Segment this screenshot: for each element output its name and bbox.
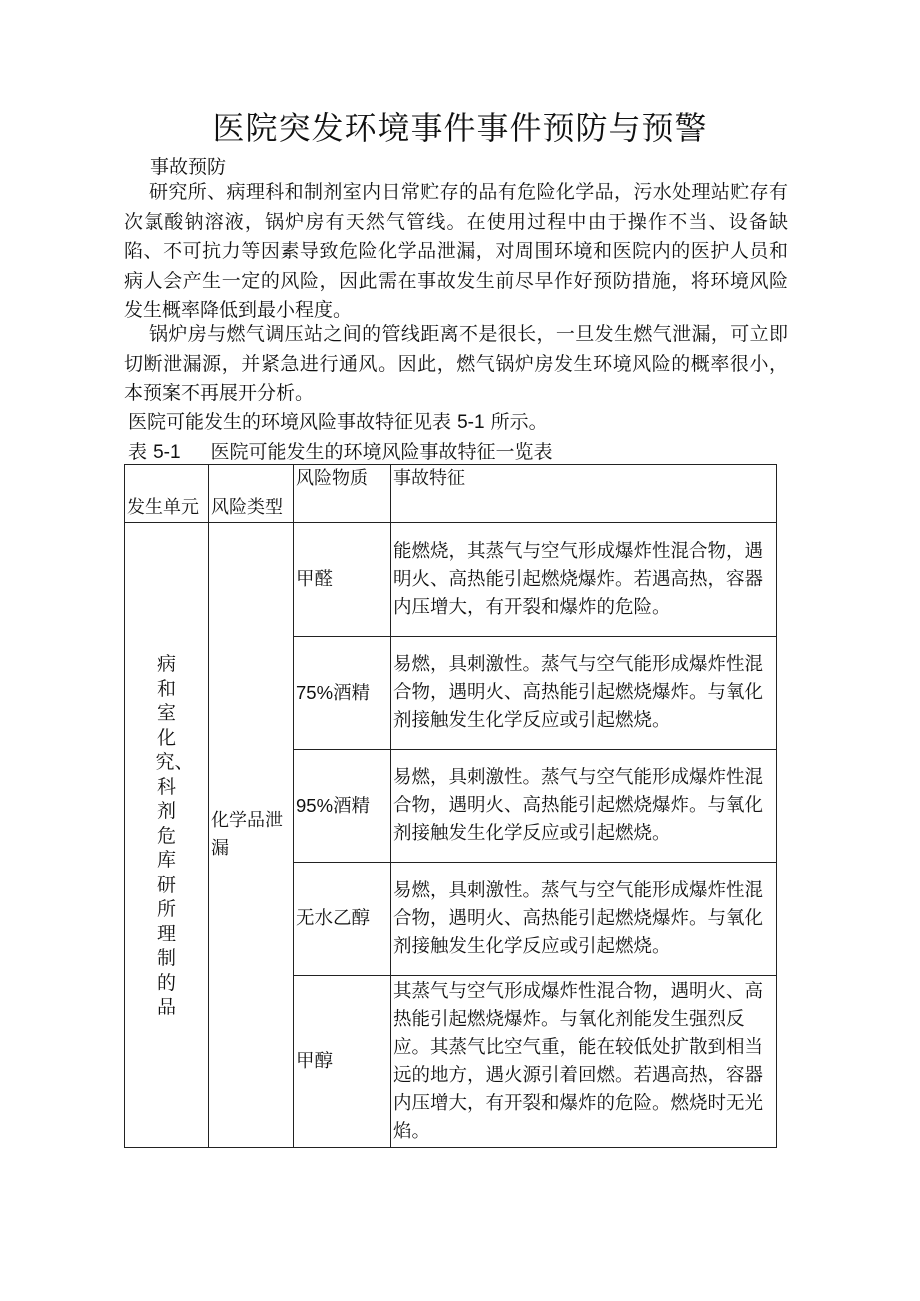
table-row [125, 523, 777, 637]
risk-feature-table [124, 464, 777, 1148]
paragraph-storage-risk: 研究所、病理科和制剂室内日常贮存的品有危险化学品，污水处理站贮存有次氯酸钠溶液，锅炉房有天然气管线。在使用过程中由于操作不当、设备缺陷、不可抗力等因素导致危险化学品泄漏，对周围环境和医院内的医护人员和病人会产生一定的风险，因此需在事故发生前尽早作好预防措施，将环境风险发生概率降低到最小程度。 [124, 181, 788, 321]
paragraph-boiler-gas: 锅炉房与燃气调压站之间的管线距离不是很长，一旦发生燃气泄漏，可立即切断泄漏源，并紧急进行通风。因此，燃气锅炉房发生环境风险的概率很小，本预案不再展开分析。 [124, 323, 788, 404]
header-feature: 事故特征 [391, 465, 777, 523]
cell-feature: 易燃，具刺激性。蒸气与空气能形成爆炸性混合物，遇明火、高热能引起燃烧爆炸。与氧化剂接触发生化学反应或引起燃烧。 [391, 750, 777, 863]
substance-name: 酒精 [333, 682, 371, 704]
header-unit: 发生单元 [125, 465, 209, 523]
table-caption [128, 438, 553, 467]
table-caption-prefix: 表 [128, 441, 148, 463]
header-risk-type: 风险类型 [209, 465, 294, 523]
table-caption-number: 5-1 [153, 442, 181, 463]
cell-feature: 易燃，具刺激性。蒸气与空气能形成爆炸性混合物，遇明火、高热能引起燃烧爆炸。与氧化剂接触发生化学反应或引起燃烧。 [391, 863, 777, 976]
cell-unit [125, 523, 209, 1148]
cell-feature: 能燃烧，其蒸气与空气形成爆炸性混合物，遇明火、高热能引起燃烧爆炸。若遇高热，容器内压增大，有开裂和爆炸的危险。 [391, 523, 777, 637]
document-title: 医院突发环境事件事件预防与预警 [212, 109, 708, 147]
table-caption-text: 医院可能发生的环境风险事故特征一览表 [210, 441, 553, 463]
substance-percent: 75% [296, 681, 334, 703]
cell-substance: 甲醛 [294, 523, 391, 637]
table-header-row [125, 465, 777, 523]
table-reference-before: 医院可能发生的环境风险事故特征见表 [128, 411, 452, 433]
table-reference-number: 5-1 [457, 412, 485, 433]
table-reference-sentence [128, 407, 548, 438]
section-heading: 事故预防 [150, 156, 227, 178]
substance-percent: 95% [296, 794, 334, 816]
substance-name: 酒精 [333, 795, 371, 817]
cell-substance [294, 637, 391, 750]
cell-feature: 其蒸气与空气形成爆炸性混合物，遇明火、高热能引起燃烧爆炸。与氧化剂能发生强烈反应。其蒸气比空气重，能在较低处扩散到相当远的地方，遇火源引着回燃。若遇高热，容器内压增大，有开裂和爆炸的危险。燃烧时无光焰。 [391, 976, 777, 1148]
cell-substance: 无水乙醇 [294, 863, 391, 976]
header-substance: 风险物质 [294, 465, 391, 523]
cell-substance: 甲醇 [294, 976, 391, 1148]
cell-feature: 易燃，具刺激性。蒸气与空气能形成爆炸性混合物，遇明火、高热能引起燃烧爆炸。与氧化剂接触发生化学反应或引起燃烧。 [391, 637, 777, 750]
cell-substance [294, 750, 391, 863]
cell-risk-type: 化学品泄漏 [209, 523, 294, 1148]
unit-vertical-text: 病和室化究、科剂危库研所理制的品 [155, 653, 194, 1018]
table-reference-after: 所示。 [490, 411, 548, 433]
